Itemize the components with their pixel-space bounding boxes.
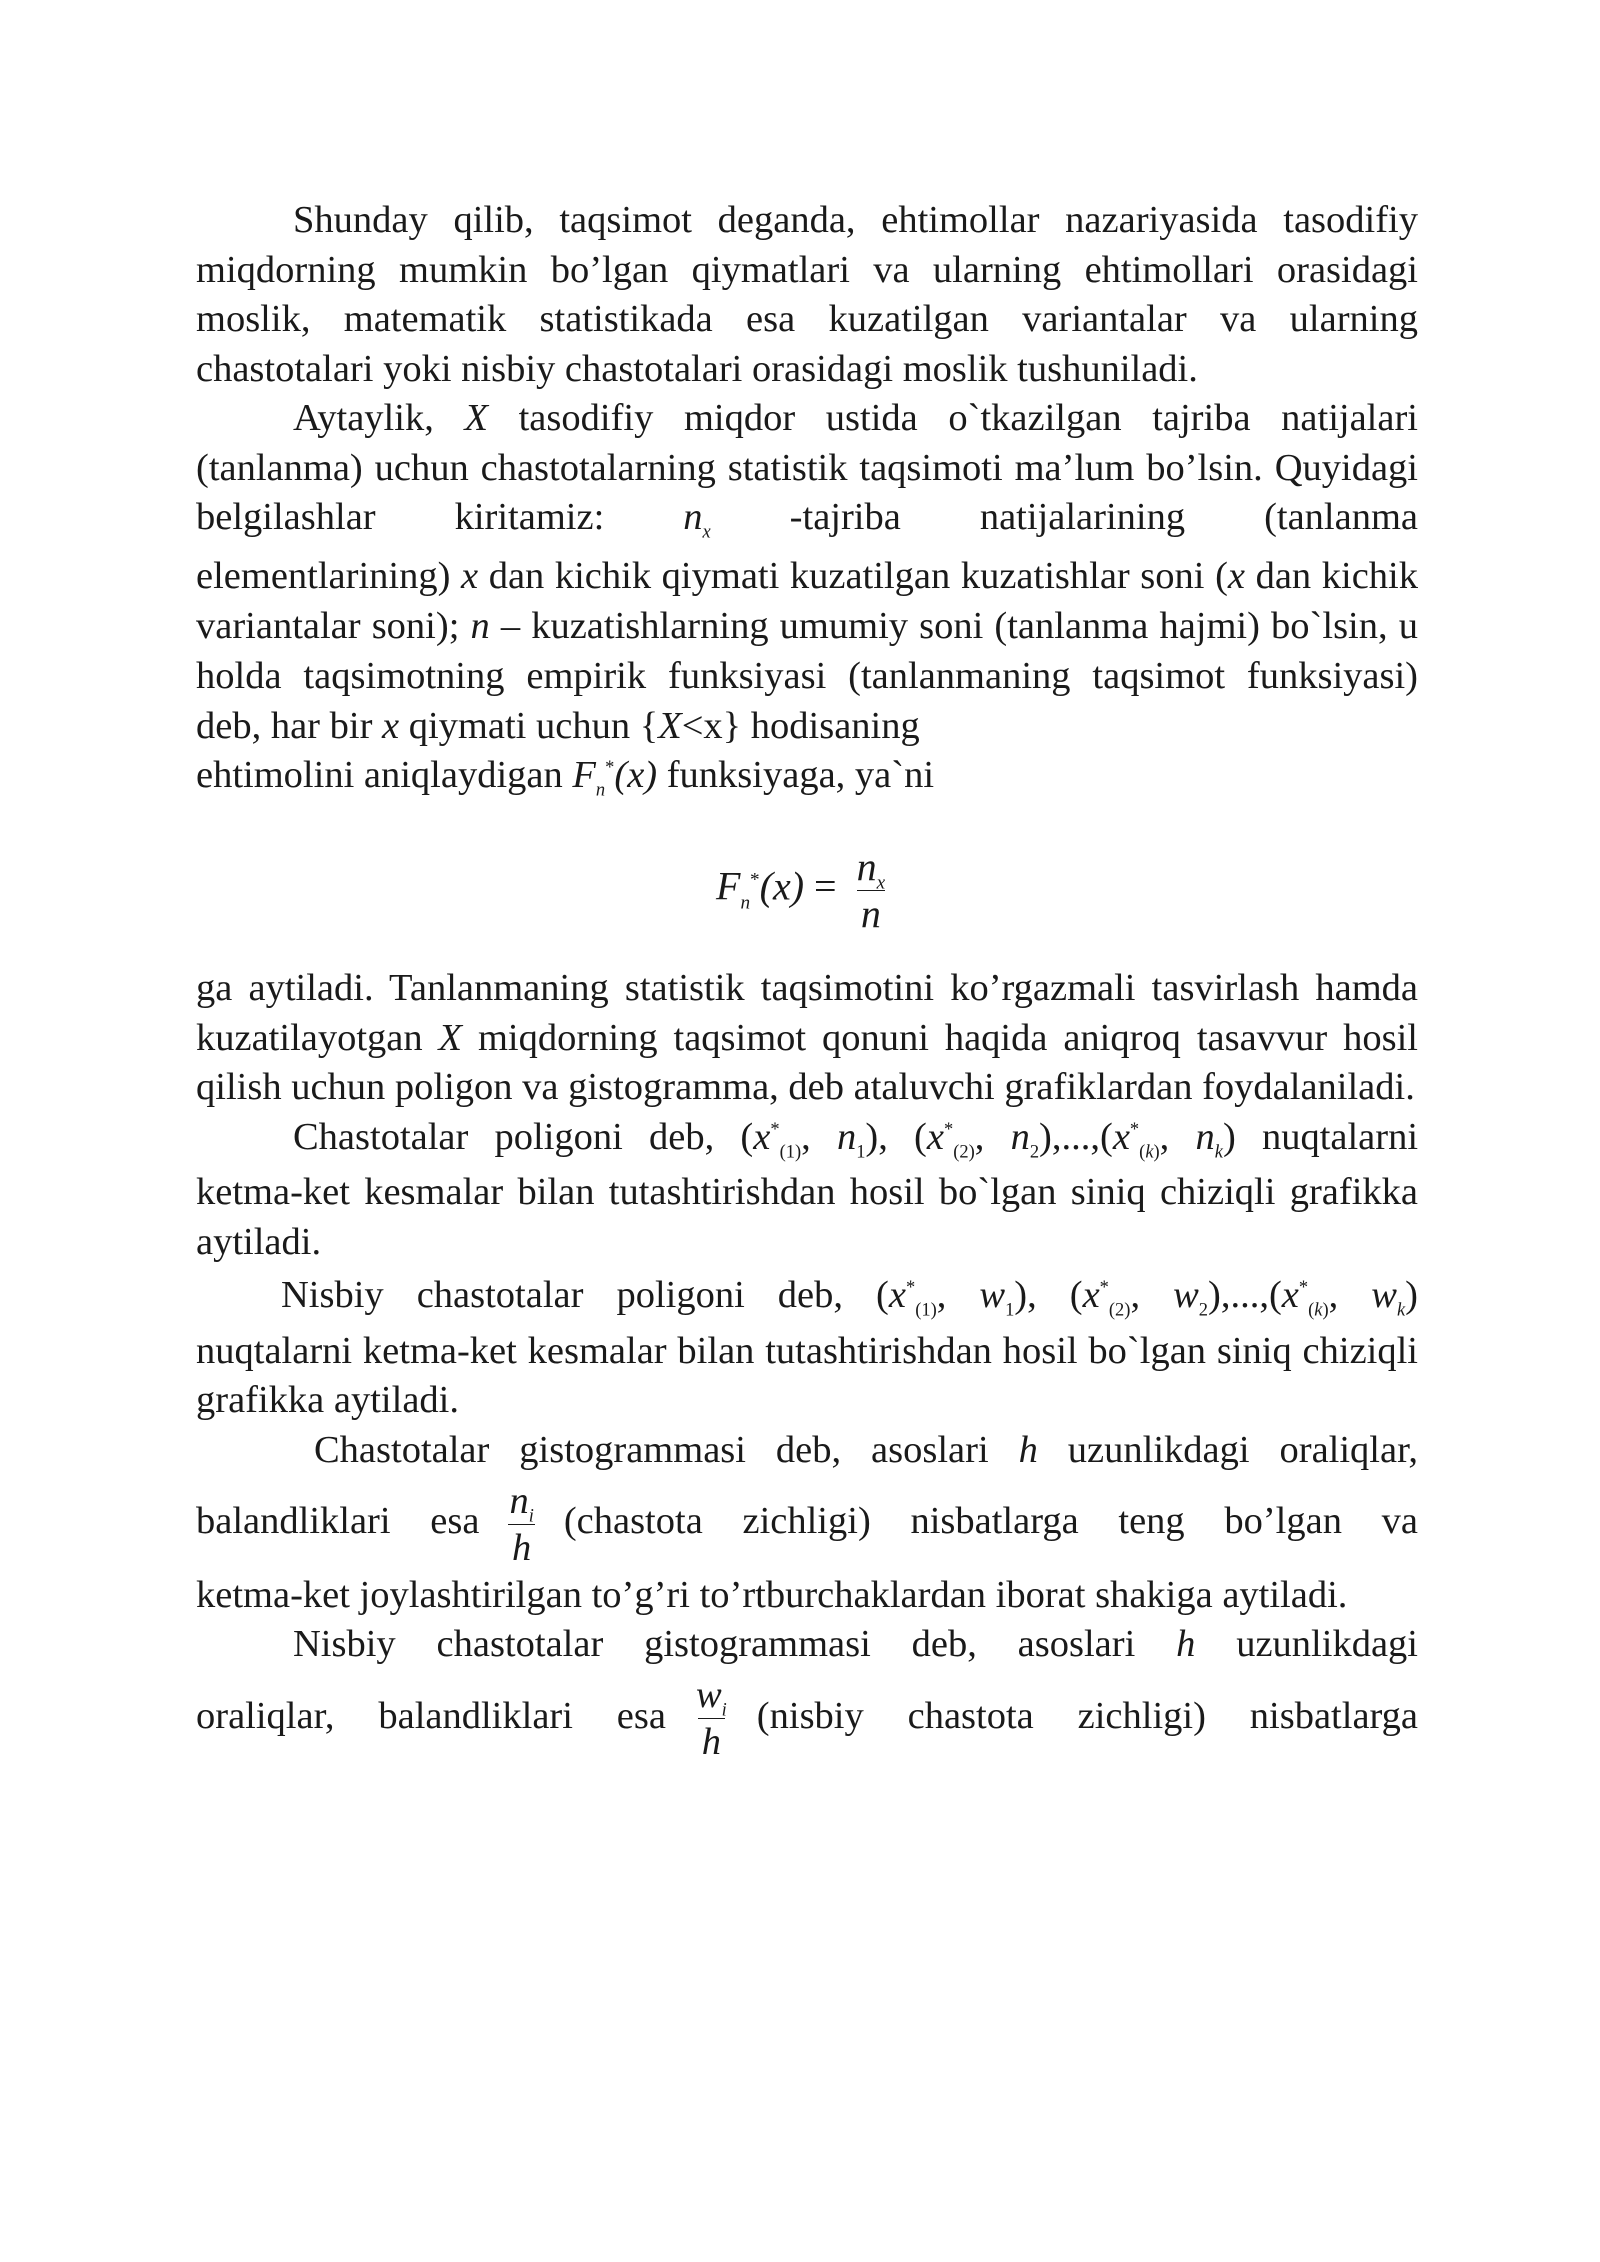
text: balandliklari esa [196, 1500, 480, 1542]
text: -tajriba natijalarining (tanlanma [710, 496, 1418, 538]
paragraph-aytaylik-cont [196, 551, 1418, 751]
paragraph-ga-aytiladi [196, 964, 1418, 1113]
var-x: x [1227, 554, 1245, 597]
text: uzunlikdagi [1195, 1623, 1418, 1666]
paragraph-chastotalar-poligoni-cont: ketma-ket kesmalar bilan tutashtirishdan hosil bo`lgan siniq chiziqli grafikka aytiladi. [196, 1171, 1418, 1263]
text: ehtimolini aniqlaydigan [196, 753, 573, 796]
text: oraliqlar, balandliklari esa [196, 1694, 666, 1737]
paragraph-gistogramma-frac [196, 1475, 1418, 1571]
text: (nisbiy chastota zichligi) nisbatlarga [756, 1694, 1418, 1737]
text: Chastotalar gistogrammasi deb, asoslari [314, 1428, 1019, 1471]
paragraph-nisbiy-gistogramma-frac [196, 1670, 1418, 1766]
formula-empirical-function [196, 814, 1418, 964]
fraction-ni-h: $\frac{n_i}{h}$ [509, 1479, 534, 1569]
document-page [196, 196, 1418, 1765]
math-Fn: $F_n^*(x)$ [572, 753, 658, 799]
math-points-w: ($x^*_{(1)}$, $w_1$), ($x^*_{(2)}$, $w_2),...,(x^*_{(k)}$, $w_k$) [876, 1274, 1418, 1320]
text: <x} hodisaning [681, 704, 920, 747]
paragraph-nisbiy-poligon [196, 1271, 1418, 1321]
paragraph-aytaylik-end [196, 751, 1418, 801]
text: uzunlikdagi oraliqlar, [1037, 1428, 1418, 1471]
text: Nisbiy chastotalar gistogrammasi deb, asoslari [293, 1623, 1177, 1666]
text: ga aytiladi. Tanlanmaning statistik taqsimotini ko’rgazmali tasvirlash hamda kuzatilayotgan [196, 967, 1418, 1059]
var-x: x [382, 704, 400, 747]
text: dan kichik qiymati kuzatilgan kuzatishlar soni ( [478, 554, 1228, 597]
formula: $F_n^*(x)$ = $\frac{n_x}{n}$ [716, 844, 899, 937]
text: elementlarining) [196, 554, 462, 597]
var-h: h [1176, 1623, 1196, 1666]
text: tasodifiy miqdor ustida o`tkazilgan tajriba natijalari (tanlanma) uchun chastotalarning statistik taqsimoti ma’lum bo’lsin. Quyidagi belgilashlar kiritamiz: [196, 397, 1418, 538]
var-X: X [438, 1016, 463, 1059]
var-X: X [464, 397, 488, 439]
paragraph-chastotalar-poligoni [196, 1113, 1418, 1163]
paragraph-aytaylik [196, 394, 1418, 543]
text: (chastota zichligi) nisbatlarga teng bo’lgan va [563, 1500, 1419, 1542]
var-X: X [658, 704, 682, 747]
paragraph-nisbiy-gistogramma [196, 1620, 1418, 1670]
text: qiymati uchun { [399, 704, 659, 747]
text: funksiyaga, ya`ni [657, 753, 935, 796]
fraction: $\frac{n_x}{n}$ [856, 844, 886, 936]
math-nx: $n_x$ [683, 496, 711, 542]
text: – kuzatishlarning umumiy soni (tanlanma hajmi) bo`lsin, u holda taqsimotning empirik funksiyasi (tanlanmaning taqsimot funksiyasi) deb, har bir [196, 604, 1418, 747]
var-x: x [461, 554, 479, 597]
paragraph-gistogramma [196, 1426, 1418, 1476]
text: nuqtalarni [1261, 1115, 1419, 1158]
paragraph-taqsimot: Shunday qilib, taqsimot deganda, ehtimollar nazariyasida tasodifiy miqdorning mumkin bo’lgan qiymatlari va ularning ehtimollari orasidagi moslik, matematik statistikada esa kuzatilgan variantalar va ularning chastotalari yoki nisbiy chastotalari orasidagi moslik tushuniladi. [196, 199, 1418, 390]
paragraph-gistogramma-cont: ketma-ket joylashtirilgan to’g’ri to’rtburchaklardan iborat shakiga aytiladi. [196, 1573, 1348, 1616]
paragraph-nisbiy-poligon-cont: nuqtalarni ketma-ket kesmalar bilan tutashtirishdan hosil bo`lgan siniq chiziqli grafikka aytiladi. [196, 1329, 1418, 1421]
math-points-n: ($x^*_{(1)}$, $n_1$), ($x^*_{(2)}$, $n_2),...,(x^*_{(k)}$, $n_k$) [740, 1115, 1236, 1161]
text: Nisbiy chastotalar poligoni deb, [281, 1274, 877, 1316]
fraction-wi-h: $\frac{w_i}{h}$ [695, 1674, 727, 1764]
text: miqdorning taqsimot qonuni haqida aniqroq tasavvur hosil qilish uchun poligon va gistogramma, deb ataluvchi grafiklardan foydalaniladi. [196, 1016, 1418, 1108]
var-n: n [470, 604, 490, 647]
text: Chastotalar poligoni deb, [293, 1115, 741, 1158]
var-h: h [1018, 1428, 1038, 1471]
text: Aytaylik, [293, 397, 465, 439]
text: dan kichik variantalar soni); [196, 554, 1418, 647]
